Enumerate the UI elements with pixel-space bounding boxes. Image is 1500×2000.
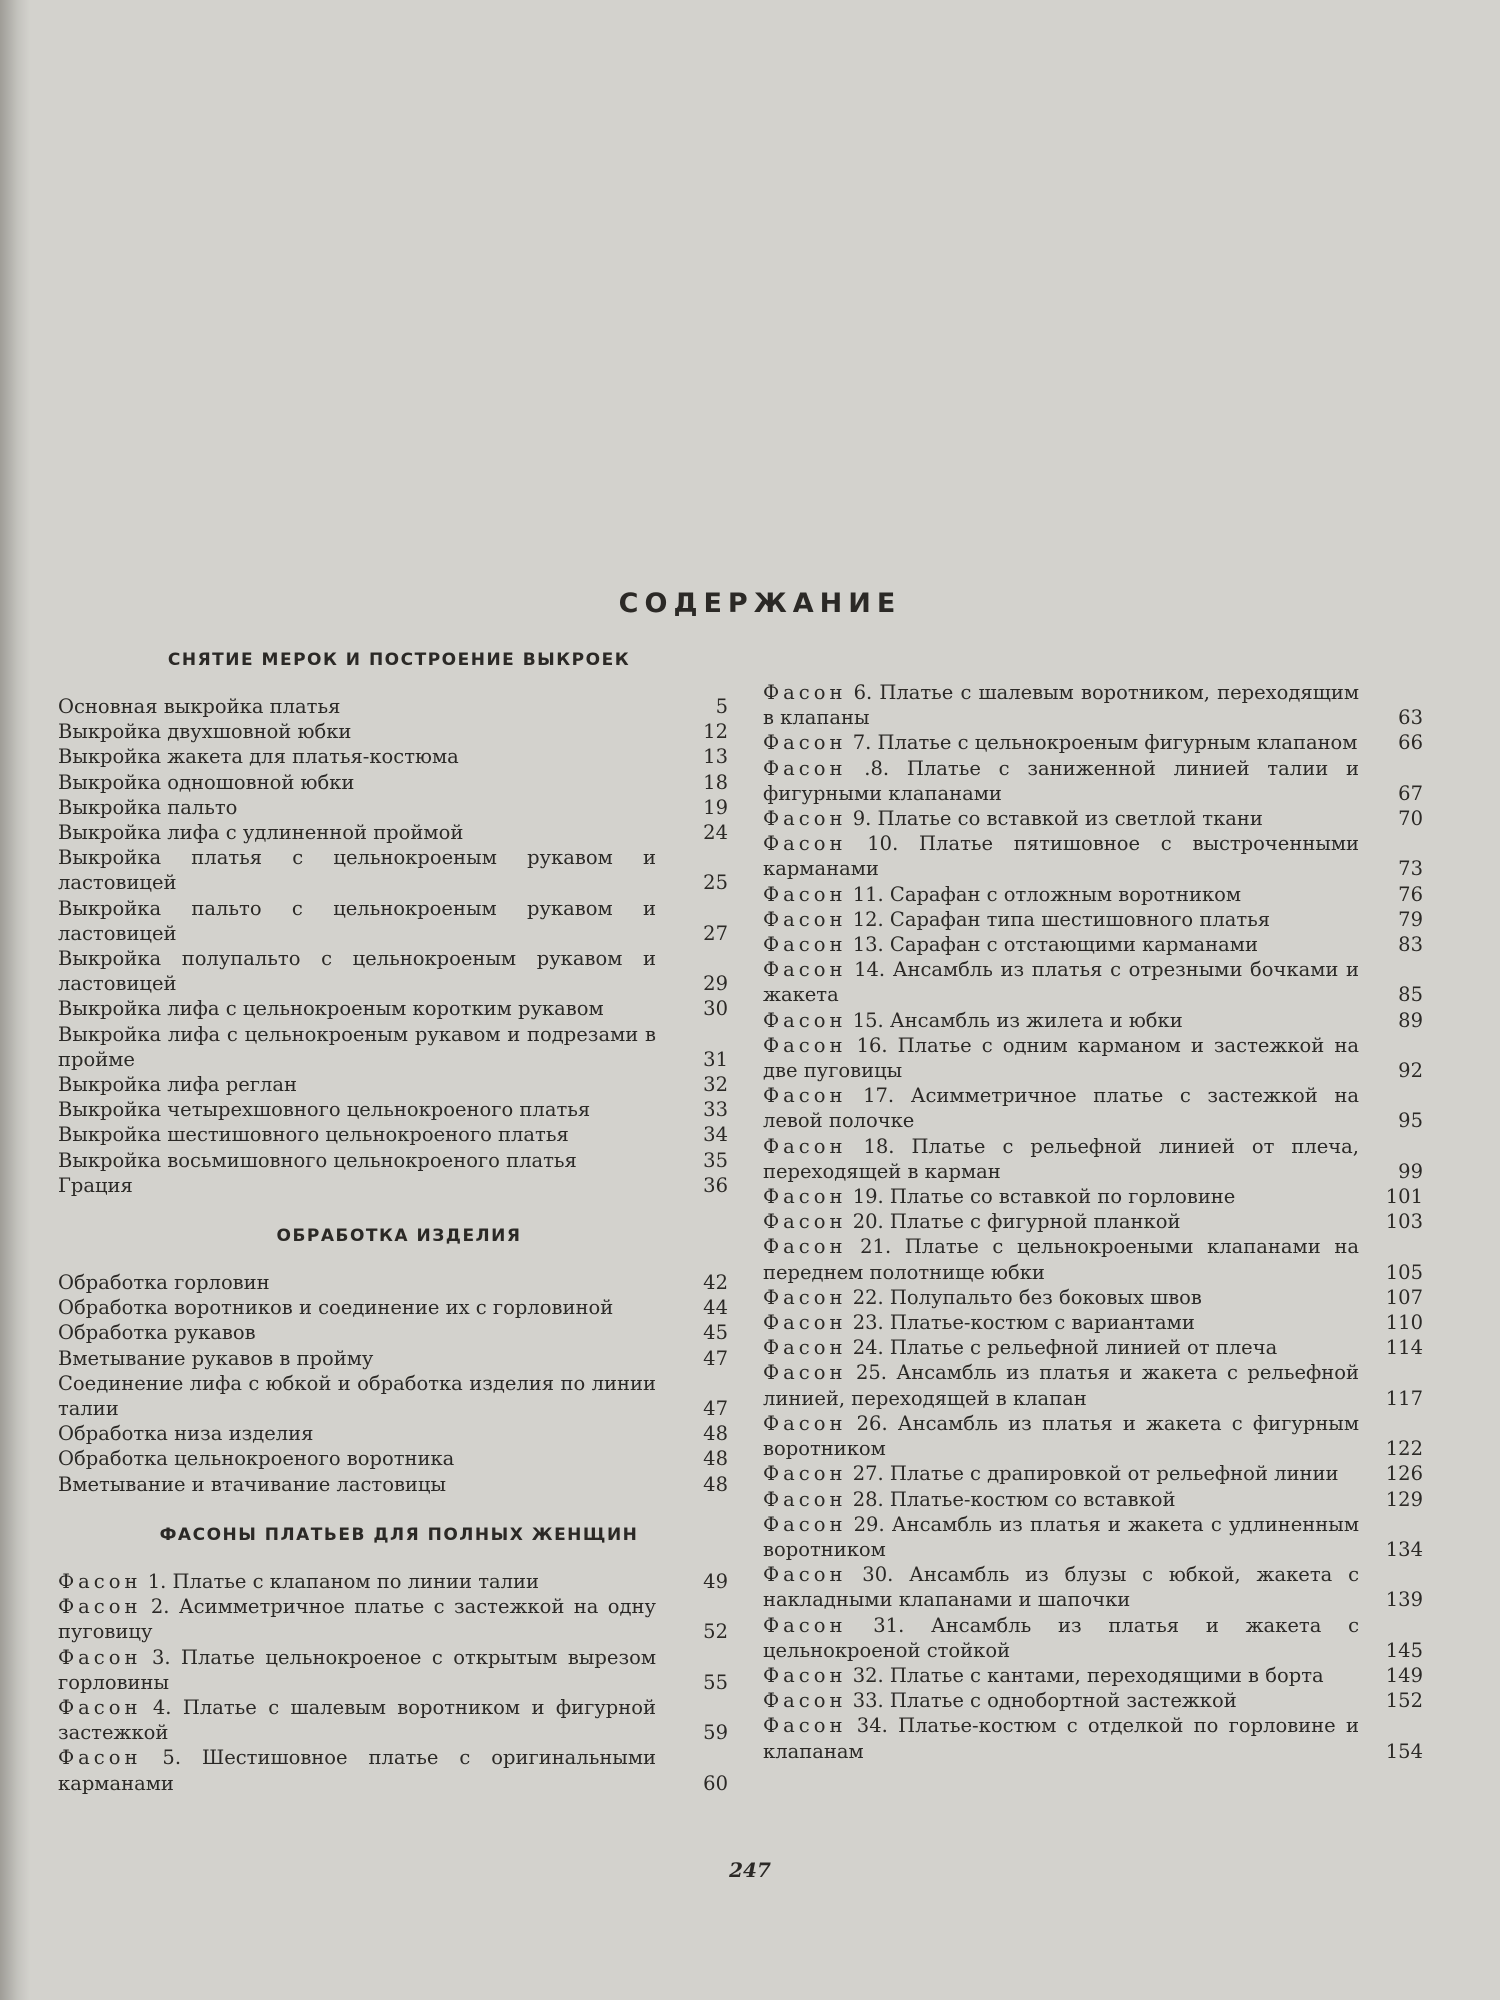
entry-title-text: Выкройка лифа с цельнокроеным рукавом и подрезами в пройме bbox=[58, 1022, 656, 1071]
toc-entry-page-number: 47 bbox=[703, 1397, 728, 1421]
entry-title-text: Выкройка лифа с удлиненной проймой bbox=[58, 821, 464, 845]
style-label: Фасон bbox=[763, 1084, 847, 1108]
toc-entry-page-number: 44 bbox=[703, 1296, 728, 1320]
style-label: Фасон bbox=[763, 1285, 847, 1309]
style-label: Фасон bbox=[763, 1235, 847, 1259]
toc-entry-page-number: 12 bbox=[703, 720, 728, 744]
toc-entry-title bbox=[763, 932, 1359, 957]
toc-entry bbox=[763, 907, 1423, 932]
style-label: Фасон bbox=[58, 1645, 142, 1669]
toc-entry bbox=[763, 1184, 1423, 1209]
toc-entry-title bbox=[58, 1122, 656, 1147]
toc-entry-title bbox=[763, 756, 1359, 806]
entry-title-text: 3. Платье цельнокроеное с открытым вырезом горловины bbox=[58, 1645, 656, 1694]
entry-title-text: 25. Ансамбль из платья и жакета с рельефной линией, переходящей в клапан bbox=[763, 1361, 1359, 1410]
toc-entry bbox=[763, 1688, 1423, 1713]
toc-entry-title bbox=[763, 1512, 1359, 1562]
toc-entry bbox=[58, 1022, 740, 1072]
toc-entry bbox=[58, 770, 740, 795]
toc-entry-title bbox=[58, 1695, 656, 1745]
toc-entry-title bbox=[763, 1360, 1359, 1410]
entry-title-text: 11. Сарафан с отложным воротником bbox=[852, 882, 1242, 906]
toc-entry-title bbox=[763, 1234, 1359, 1284]
toc-entry bbox=[763, 756, 1423, 806]
style-label: Фасон bbox=[58, 1695, 142, 1719]
toc-right-column bbox=[763, 680, 1423, 1764]
toc-entry-page-number: 66 bbox=[1398, 731, 1423, 755]
entry-title-text: 15. Ансамбль из жилета и юбки bbox=[852, 1008, 1183, 1032]
toc-entry bbox=[763, 1562, 1423, 1612]
toc-entry-page-number: 99 bbox=[1398, 1159, 1423, 1183]
entry-title-text: 23. Платье-костюм с вариантами bbox=[852, 1311, 1195, 1335]
toc-entry-page-number: 55 bbox=[703, 1670, 728, 1694]
style-label: Фасон bbox=[763, 933, 847, 957]
entry-title-text: 4. Платье с шалевым воротником и фигурной застежкой bbox=[58, 1695, 656, 1745]
toc-entry-page-number: 83 bbox=[1398, 933, 1423, 957]
toc-entry-page-number: 101 bbox=[1385, 1185, 1423, 1209]
toc-entry-title bbox=[763, 1663, 1359, 1688]
toc-entry-title bbox=[58, 1421, 656, 1446]
toc-entry bbox=[763, 882, 1423, 907]
entry-title-text: 19. Платье со вставкой по горловине bbox=[852, 1185, 1236, 1209]
style-label: Фасон bbox=[58, 1746, 142, 1770]
toc-entry bbox=[58, 1097, 740, 1122]
entry-title-text: 10. Платье пятишовное с выстроченными карманами bbox=[763, 832, 1360, 881]
style-label: Фасон bbox=[763, 1689, 847, 1713]
entry-title-text: 34. Платье-костюм с отделкой по горловине и клапанам bbox=[763, 1714, 1359, 1763]
entry-title-text: Выкройка шестишовного цельнокроеного платья bbox=[58, 1123, 569, 1147]
entry-title-text: 12. Сарафан типа шестишовного платья bbox=[852, 907, 1271, 931]
toc-entry bbox=[763, 680, 1423, 730]
style-label: Фасон bbox=[763, 882, 847, 906]
toc-entry-page-number: 134 bbox=[1385, 1537, 1423, 1561]
page-number: 247 bbox=[729, 1858, 771, 1882]
toc-entry bbox=[763, 957, 1423, 1007]
toc-entry-title bbox=[763, 1083, 1359, 1133]
style-label: Фасон bbox=[763, 1563, 847, 1587]
entry-title-text: Выкройка одношовной юбки bbox=[58, 770, 355, 794]
toc-entry-title bbox=[58, 719, 656, 744]
entry-title-text: .8. Платье с заниженной линией талии и фигурными клапанами bbox=[763, 756, 1359, 805]
toc-entry-page-number: 48 bbox=[703, 1422, 728, 1446]
toc-entry bbox=[763, 1663, 1423, 1688]
toc-entry-page-number: 114 bbox=[1385, 1336, 1423, 1360]
entry-title-text: 28. Платье-костюм со вставкой bbox=[852, 1487, 1176, 1511]
toc-entry bbox=[58, 1594, 740, 1644]
toc-entry bbox=[763, 1512, 1423, 1562]
toc-entry-title bbox=[763, 1310, 1359, 1335]
toc-entry-title bbox=[763, 907, 1359, 932]
toc-entry bbox=[58, 820, 740, 845]
toc-entry-page-number: 24 bbox=[703, 821, 728, 845]
toc-entry-page-number: 79 bbox=[1398, 907, 1423, 931]
toc-entry-page-number: 110 bbox=[1385, 1311, 1423, 1335]
entry-title-text: Выкройка пальто bbox=[58, 795, 238, 819]
toc-entry-title bbox=[763, 831, 1359, 881]
toc-entry-title bbox=[58, 1072, 656, 1097]
toc-entry-title bbox=[763, 1033, 1359, 1083]
style-label: Фасон bbox=[58, 1569, 142, 1593]
style-label: Фасон bbox=[763, 1512, 847, 1536]
toc-entry-page-number: 29 bbox=[703, 972, 728, 996]
toc-entry-title bbox=[763, 1461, 1359, 1486]
toc-entry-title bbox=[58, 795, 656, 820]
toc-entry-page-number: 149 bbox=[1385, 1663, 1423, 1687]
toc-entry-page-number: 30 bbox=[703, 997, 728, 1021]
toc-entry-title bbox=[58, 744, 656, 769]
entry-title-text: 27. Платье с драпировкой от рельефной линии bbox=[852, 1462, 1339, 1486]
entry-title-text: 7. Платье с цельнокроеным фигурным клапаном bbox=[852, 731, 1358, 755]
toc-entry-page-number: 126 bbox=[1385, 1462, 1423, 1486]
toc-entry-title bbox=[58, 1594, 656, 1644]
toc-entry bbox=[58, 1745, 740, 1795]
entry-title-text: 6. Платье с шалевым воротником, переходящим в клапаны bbox=[763, 681, 1360, 730]
toc-entry bbox=[58, 896, 740, 946]
toc-entry-title bbox=[58, 1371, 656, 1421]
toc-entry-title bbox=[763, 957, 1359, 1007]
toc-entry bbox=[763, 806, 1423, 831]
toc-entry-page-number: 92 bbox=[1398, 1059, 1423, 1083]
toc-entry bbox=[763, 1285, 1423, 1310]
entry-title-text: Обработка цельнокроеного воротника bbox=[58, 1447, 455, 1471]
toc-entry-page-number: 45 bbox=[703, 1321, 728, 1345]
toc-entry-title bbox=[58, 1148, 656, 1173]
toc-entry bbox=[58, 1645, 740, 1695]
toc-entry-title bbox=[58, 1022, 656, 1072]
toc-entry-page-number: 25 bbox=[703, 871, 728, 895]
toc-entry-page-number: 63 bbox=[1398, 706, 1423, 730]
entry-title-text: 21. Платье с цельнокроеными клапанами на переднем полотнище юбки bbox=[763, 1235, 1359, 1284]
toc-entry-title bbox=[763, 1184, 1359, 1209]
toc-entry bbox=[763, 1008, 1423, 1033]
entry-title-text: Грация bbox=[58, 1173, 133, 1197]
toc-entry-page-number: 5 bbox=[715, 695, 728, 718]
toc-entry bbox=[763, 1234, 1423, 1284]
toc-entry-page-number: 154 bbox=[1385, 1739, 1423, 1763]
toc-entry-page-number: 95 bbox=[1398, 1109, 1423, 1133]
toc-entry bbox=[58, 1346, 740, 1371]
page-title: СОДЕРЖАНИЕ bbox=[618, 588, 902, 619]
toc-entry-page-number: 13 bbox=[703, 745, 728, 769]
toc-entry-title bbox=[763, 1209, 1359, 1234]
toc-entry-page-number: 70 bbox=[1398, 807, 1423, 831]
toc-entry bbox=[763, 1487, 1423, 1512]
toc-entry-page-number: 33 bbox=[703, 1098, 728, 1122]
style-label: Фасон bbox=[763, 681, 847, 704]
toc-entry-title bbox=[763, 1713, 1359, 1763]
toc-entry-page-number: 76 bbox=[1398, 882, 1423, 906]
style-label: Фасон bbox=[763, 1311, 847, 1335]
toc-entry bbox=[58, 1148, 740, 1173]
entry-title-text: 32. Платье с кантами, переходящими в борта bbox=[852, 1663, 1324, 1687]
toc-entry-title bbox=[58, 845, 656, 895]
toc-entry bbox=[763, 730, 1423, 755]
entry-title-text: Выкройка лифа с цельнокроеным коротким рукавом bbox=[58, 997, 604, 1021]
entry-title-text: Обработка низа изделия bbox=[58, 1422, 314, 1446]
toc-entry-title bbox=[763, 1335, 1359, 1360]
entry-title-text: 24. Платье с рельефной линией от плеча bbox=[852, 1336, 1278, 1360]
style-label: Фасон bbox=[763, 756, 847, 780]
toc-entry-title bbox=[58, 1645, 656, 1695]
toc-entry-page-number: 107 bbox=[1385, 1285, 1423, 1309]
style-label: Фасон bbox=[763, 1134, 847, 1158]
entry-title-text: 2. Асимметричное платье с застежкой на одну пуговицу bbox=[58, 1595, 656, 1644]
entry-title-text: Вметывание и втачивание ластовицы bbox=[58, 1472, 446, 1496]
toc-entry-page-number: 139 bbox=[1385, 1588, 1423, 1612]
style-label: Фасон bbox=[763, 1462, 847, 1486]
entry-title-text: 13. Сарафан с отстающими карманами bbox=[852, 933, 1258, 957]
toc-entry bbox=[58, 1173, 740, 1198]
entry-title-text: 5. Шестишовное платье с оригинальными карманами bbox=[58, 1746, 656, 1795]
toc-entry-page-number: 67 bbox=[1398, 781, 1423, 805]
toc-entry-page-number: 32 bbox=[703, 1073, 728, 1097]
style-label: Фасон bbox=[763, 1663, 847, 1687]
entry-title-text: Обработка воротников и соединение их с горловиной bbox=[58, 1296, 614, 1320]
section-heading: СНЯТИЕ МЕРОК И ПОСТРОЕНИЕ ВЫКРОЕК bbox=[167, 650, 631, 670]
toc-entry-title bbox=[58, 946, 656, 996]
toc-entry bbox=[58, 845, 740, 895]
style-label: Фасон bbox=[763, 1185, 847, 1209]
toc-entry-title bbox=[763, 680, 1359, 730]
toc-entry-title bbox=[58, 1097, 656, 1122]
toc-entry-title bbox=[763, 1285, 1359, 1310]
entry-title-text: Выкройка платья с цельнокроеным рукавом и ластовицей bbox=[58, 846, 656, 895]
toc-entry-title bbox=[58, 1472, 656, 1497]
style-label: Фасон bbox=[763, 958, 847, 982]
toc-entry-title bbox=[58, 1569, 656, 1594]
toc-entry-title bbox=[58, 1745, 656, 1795]
entry-title-text: 26. Ансамбль из платья и жакета с фигурным воротником bbox=[763, 1411, 1359, 1461]
toc-entry-page-number: 103 bbox=[1385, 1210, 1423, 1234]
toc-entry-title bbox=[763, 882, 1359, 907]
toc-entry bbox=[763, 932, 1423, 957]
toc-entry-title bbox=[763, 1562, 1359, 1612]
toc-entry bbox=[58, 1122, 740, 1147]
toc-entry bbox=[58, 1270, 740, 1295]
style-label: Фасон bbox=[763, 807, 847, 831]
toc-entry bbox=[763, 1134, 1423, 1184]
toc-entry-title bbox=[763, 1487, 1359, 1512]
toc-entry-page-number: 27 bbox=[703, 921, 728, 945]
toc-entry bbox=[58, 1371, 740, 1421]
toc-entry-title bbox=[763, 1688, 1359, 1713]
toc-entry bbox=[58, 1072, 740, 1097]
toc-entry-title bbox=[58, 996, 656, 1021]
toc-entry bbox=[58, 1295, 740, 1320]
toc-entry-page-number: 89 bbox=[1398, 1008, 1423, 1032]
style-label: Фасон bbox=[763, 1336, 847, 1360]
toc-entry-title bbox=[58, 820, 656, 845]
entry-title-text: Выкройка двухшовной юбки bbox=[58, 720, 352, 744]
toc-entry-title bbox=[763, 730, 1359, 755]
entry-title-text: Выкройка полупальто с цельнокроеным рукавом и ластовицей bbox=[58, 947, 656, 996]
toc-entry bbox=[58, 1320, 740, 1345]
entry-title-text: 14. Ансамбль из платья с отрезными бочками и жакета bbox=[763, 958, 1360, 1007]
toc-entry-page-number: 152 bbox=[1385, 1689, 1423, 1713]
toc-entry-page-number: 59 bbox=[703, 1721, 728, 1745]
style-label: Фасон bbox=[763, 1008, 847, 1032]
entry-title-text: Вметывание рукавов в пройму bbox=[58, 1346, 374, 1370]
toc-entry-page-number: 42 bbox=[703, 1271, 728, 1295]
toc-entry bbox=[58, 1421, 740, 1446]
toc-entry bbox=[763, 1713, 1423, 1763]
toc-entry-title bbox=[58, 1295, 656, 1320]
toc-entry bbox=[58, 1695, 740, 1745]
toc-entry-page-number: 35 bbox=[703, 1148, 728, 1172]
toc-entry-title bbox=[763, 1134, 1359, 1184]
style-label: Фасон bbox=[763, 1210, 847, 1234]
toc-entry-page-number: 19 bbox=[703, 795, 728, 819]
toc-entry bbox=[763, 831, 1423, 881]
style-label: Фасон bbox=[763, 1714, 847, 1738]
book-spine-shadow bbox=[0, 0, 30, 2000]
entry-title-text: Обработка рукавов bbox=[58, 1321, 256, 1345]
toc-entry-page-number: 31 bbox=[703, 1047, 728, 1071]
toc-entry-page-number: 60 bbox=[703, 1771, 728, 1795]
toc-left-column bbox=[58, 650, 740, 1796]
toc-entry-page-number: 105 bbox=[1385, 1260, 1423, 1284]
toc-entry-page-number: 18 bbox=[703, 770, 728, 794]
toc-entry bbox=[58, 795, 740, 820]
toc-entry bbox=[58, 1472, 740, 1497]
entry-title-text: Выкройка лифа реглан bbox=[58, 1073, 297, 1097]
section-heading: ОБРАБОТКА ИЗДЕЛИЯ bbox=[276, 1226, 522, 1247]
entry-title-text: Соединение лифа с юбкой и обработка изделия по линии талии bbox=[58, 1371, 656, 1421]
entry-title-text: 1. Платье с клапаном по линии талии bbox=[147, 1569, 540, 1593]
toc-entry bbox=[763, 1613, 1423, 1663]
toc-entry-page-number: 36 bbox=[703, 1173, 728, 1197]
toc-entry-page-number: 52 bbox=[703, 1620, 728, 1644]
section-gap bbox=[58, 1198, 740, 1226]
style-label: Фасон bbox=[763, 1361, 847, 1385]
entry-title-text: 18. Платье с рельефной линией от плеча, переходящей в карман bbox=[763, 1134, 1359, 1183]
entry-title-text: Обработка горловин bbox=[58, 1271, 270, 1295]
toc-entry bbox=[58, 744, 740, 769]
entry-title-text: 29. Ансамбль из платья и жакета с удлиненным воротником bbox=[763, 1512, 1359, 1561]
toc-entry-page-number: 47 bbox=[703, 1346, 728, 1370]
entry-title-text: Выкройка жакета для платья-костюма bbox=[58, 745, 459, 769]
toc-entry-title bbox=[58, 1270, 656, 1295]
style-label: Фасон bbox=[763, 907, 847, 931]
toc-entry-page-number: 34 bbox=[703, 1123, 728, 1147]
style-label: Фасон bbox=[763, 731, 847, 755]
toc-entry-page-number: 85 bbox=[1398, 983, 1423, 1007]
style-label: Фасон bbox=[763, 1613, 847, 1637]
toc-entry-page-number: 129 bbox=[1385, 1487, 1423, 1511]
toc-entry bbox=[58, 1446, 740, 1471]
section-gap bbox=[58, 1497, 740, 1525]
toc-entry-title bbox=[763, 1613, 1359, 1663]
toc-entry bbox=[763, 1033, 1423, 1083]
entry-title-text: Выкройка четырехшовного цельнокроеного платья bbox=[58, 1098, 591, 1122]
entry-title-text: 9. Платье со вставкой из светлой ткани bbox=[852, 807, 1263, 831]
entry-title-text: 20. Платье с фигурной планкой bbox=[852, 1210, 1181, 1234]
style-label: Фасон bbox=[763, 1411, 847, 1435]
toc-entry-page-number: 48 bbox=[703, 1472, 728, 1496]
entry-title-text: Основная выкройка платья bbox=[58, 695, 341, 718]
entry-title-text: 17. Асимметричное платье с застежкой на левой полочке bbox=[763, 1084, 1359, 1133]
toc-entry-title bbox=[58, 1346, 656, 1371]
toc-entry-title bbox=[58, 1173, 656, 1198]
toc-entry bbox=[763, 1411, 1423, 1461]
toc-entry-title bbox=[763, 806, 1359, 831]
toc-entry-page-number: 48 bbox=[703, 1447, 728, 1471]
toc-entry bbox=[58, 946, 740, 996]
toc-entry bbox=[763, 1083, 1423, 1133]
toc-entry-page-number: 145 bbox=[1385, 1638, 1423, 1662]
toc-entry-title bbox=[58, 694, 656, 719]
entry-title-text: 22. Полупальто без боковых швов bbox=[852, 1285, 1202, 1309]
toc-entry bbox=[58, 719, 740, 744]
toc-entry-title bbox=[58, 770, 656, 795]
entry-title-text: Выкройка восьмишовного цельнокроеного платья bbox=[58, 1148, 577, 1172]
style-label: Фасон bbox=[763, 1033, 847, 1057]
toc-entry-title bbox=[763, 1411, 1359, 1461]
toc-entry bbox=[763, 1310, 1423, 1335]
toc-entry-title bbox=[763, 1008, 1359, 1033]
toc-entry bbox=[763, 1335, 1423, 1360]
entry-title-text: 33. Платье с однобортной застежкой bbox=[852, 1689, 1237, 1713]
entry-title-text: 16. Платье с одним карманом и застежкой на две пуговицы bbox=[763, 1033, 1359, 1083]
toc-entry-page-number: 117 bbox=[1385, 1386, 1423, 1410]
toc-entry-page-number: 122 bbox=[1385, 1437, 1423, 1461]
toc-entry-page-number: 73 bbox=[1398, 857, 1423, 881]
toc-entry bbox=[763, 1209, 1423, 1234]
toc-entry-title bbox=[58, 896, 656, 946]
style-label: Фасон bbox=[58, 1595, 142, 1619]
style-label: Фасон bbox=[763, 1487, 847, 1511]
section-heading: ФАСОНЫ ПЛАТЬЕВ ДЛЯ ПОЛНЫХ ЖЕНЩИН bbox=[159, 1524, 639, 1545]
toc-entry-title bbox=[58, 1446, 656, 1471]
toc-entry bbox=[763, 1461, 1423, 1486]
toc-entry bbox=[58, 694, 740, 719]
toc-entry bbox=[58, 996, 740, 1021]
entry-title-text: Выкройка пальто с цельнокроеным рукавом и ластовицей bbox=[58, 896, 656, 945]
toc-entry bbox=[58, 1569, 740, 1594]
toc-entry-page-number: 49 bbox=[703, 1569, 728, 1593]
toc-entry bbox=[763, 1360, 1423, 1410]
entry-title-text: 31. Ансамбль из платья и жакета с цельнокроеной стойкой bbox=[763, 1613, 1359, 1662]
style-label: Фасон bbox=[763, 832, 847, 856]
toc-entry-title bbox=[58, 1320, 656, 1345]
entry-title-text: 30. Ансамбль из блузы с юбкой, жакета с накладными клапанами и шапочки bbox=[763, 1563, 1359, 1612]
